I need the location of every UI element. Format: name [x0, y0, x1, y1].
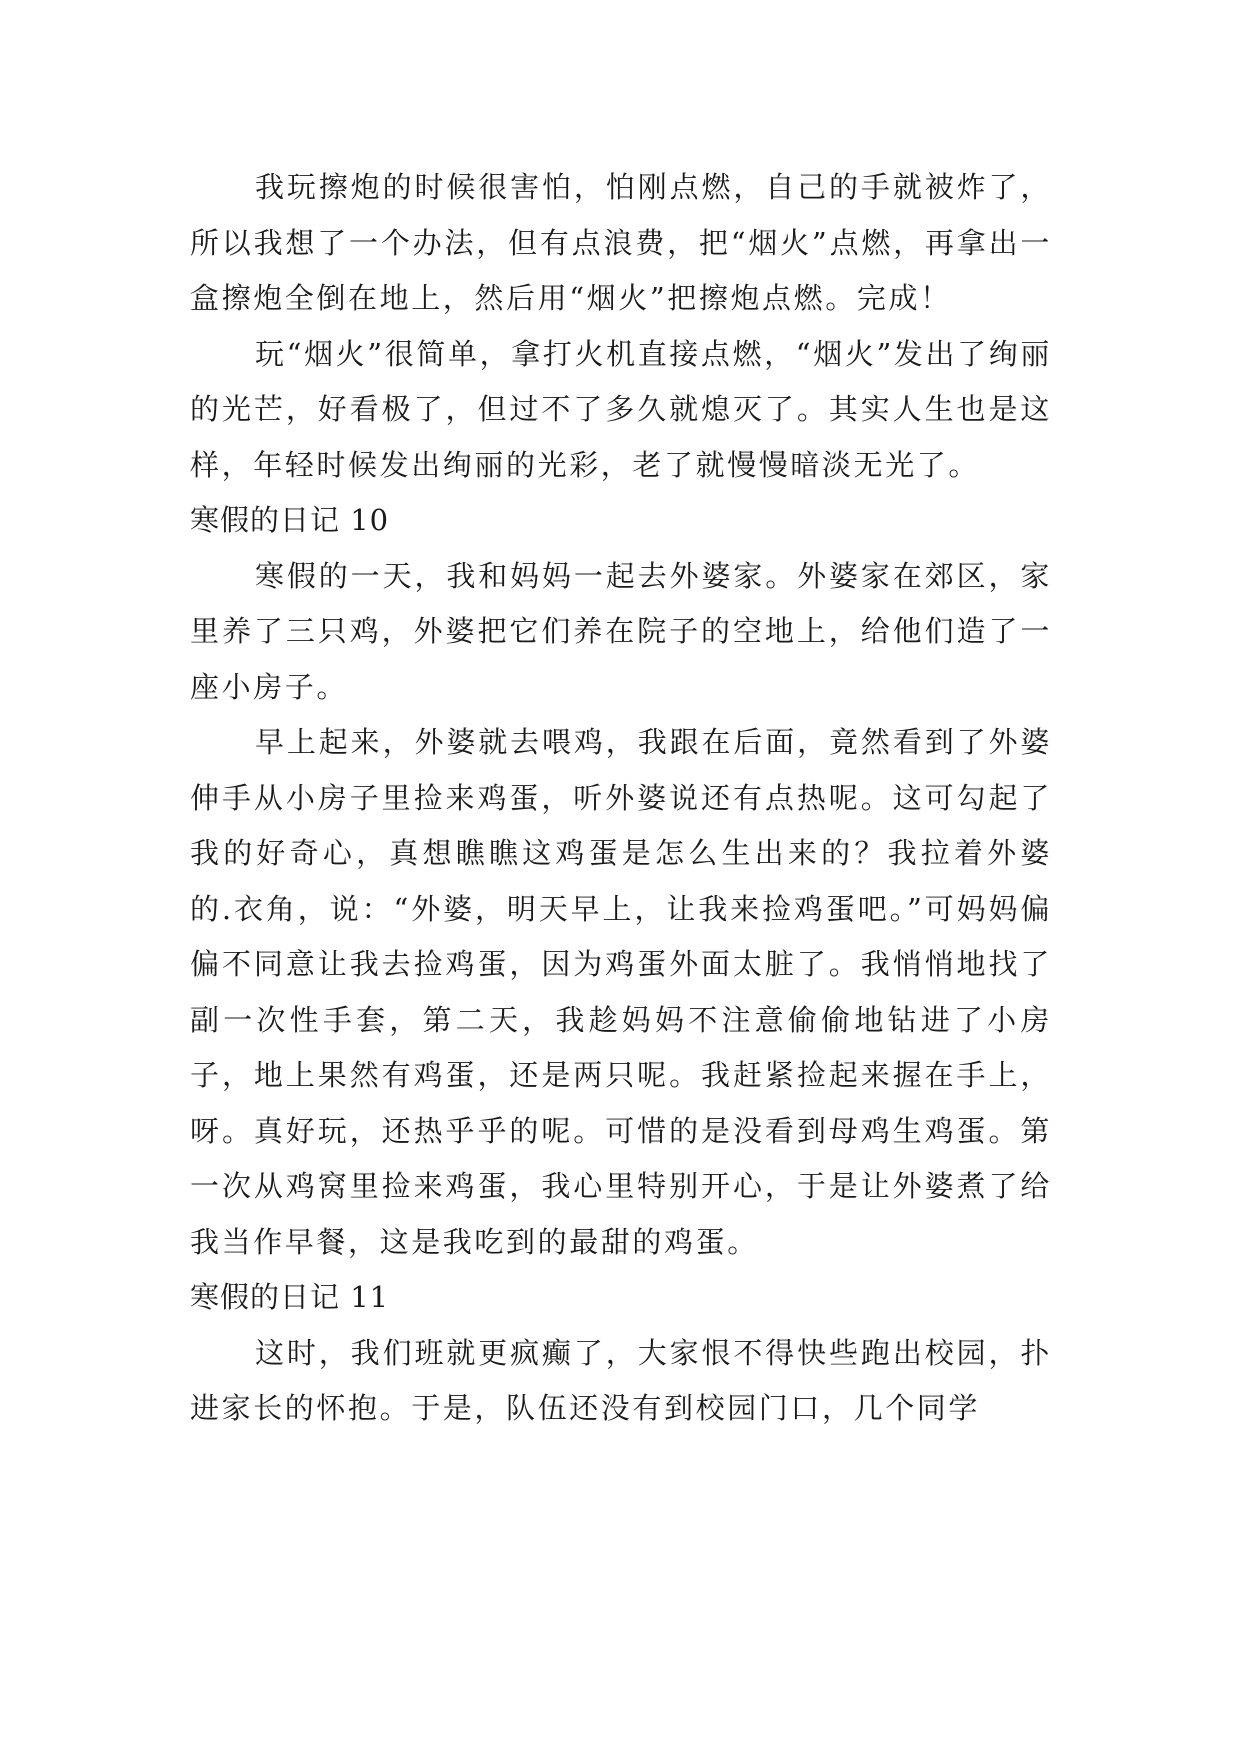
diary-heading: 寒假的日记 10	[190, 503, 390, 537]
document-body	[190, 160, 1052, 1437]
paragraph: 我玩擦炮的时候很害怕，怕刚点燃，自己的手就被炸了，所以我想了一个办法，但有点浪费，把“烟火”点燃，再拿出一盒擦炮全倒在地上，然后用“烟火”把擦炮点燃。完成！	[190, 170, 1052, 315]
paragraph: 玩“烟火”很简单，拿打火机直接点燃，“烟火”发出了绚丽的光芒，好看极了，但过不了多久就熄灭了。其实人生也是这样，年轻时候发出绚丽的光彩，老了就慢慢暗淡无光了。	[190, 336, 1052, 482]
paragraph: 寒假的一天，我和妈妈一起去外婆家。外婆家在郊区，家里养了三只鸡，外婆把它们养在院子的空地上，给他们造了一座小房子。	[190, 558, 1052, 704]
diary-heading: 寒假的日记 11	[190, 1280, 390, 1314]
paragraph: 这时，我们班就更疯癫了，大家恨不得快些跑出校园，扑进家长的怀抱。于是，队伍还没有到校园门口，几个同学	[190, 1335, 1052, 1425]
paragraph: 早上起来，外婆就去喂鸡，我跟在后面，竟然看到了外婆伸手从小房子里捡来鸡蛋，听外婆说还有点热呢。这可勾起了我的好奇心，真想瞧瞧这鸡蛋是怎么生出来的？我拉着外婆的.衣角，说：“外婆，明天早上，让我来捡鸡蛋吧。”可妈妈偏偏不同意让我去捡鸡蛋，因为鸡蛋外面太脏了。我悄悄地找了副一次性手套，第二天，我趁妈妈不注意偷偷地钻进了小房子，地上果然有鸡蛋，还是两只呢。我赶紧捡起来握在手上，呀。真好玩，还热乎乎的呢。可惜的是没看到母鸡生鸡蛋。第一次从鸡窝里捡来鸡蛋，我心里特别开心，于是让外婆煮了给我当作早餐，这是我吃到的最甜的鸡蛋。	[190, 725, 1052, 1259]
